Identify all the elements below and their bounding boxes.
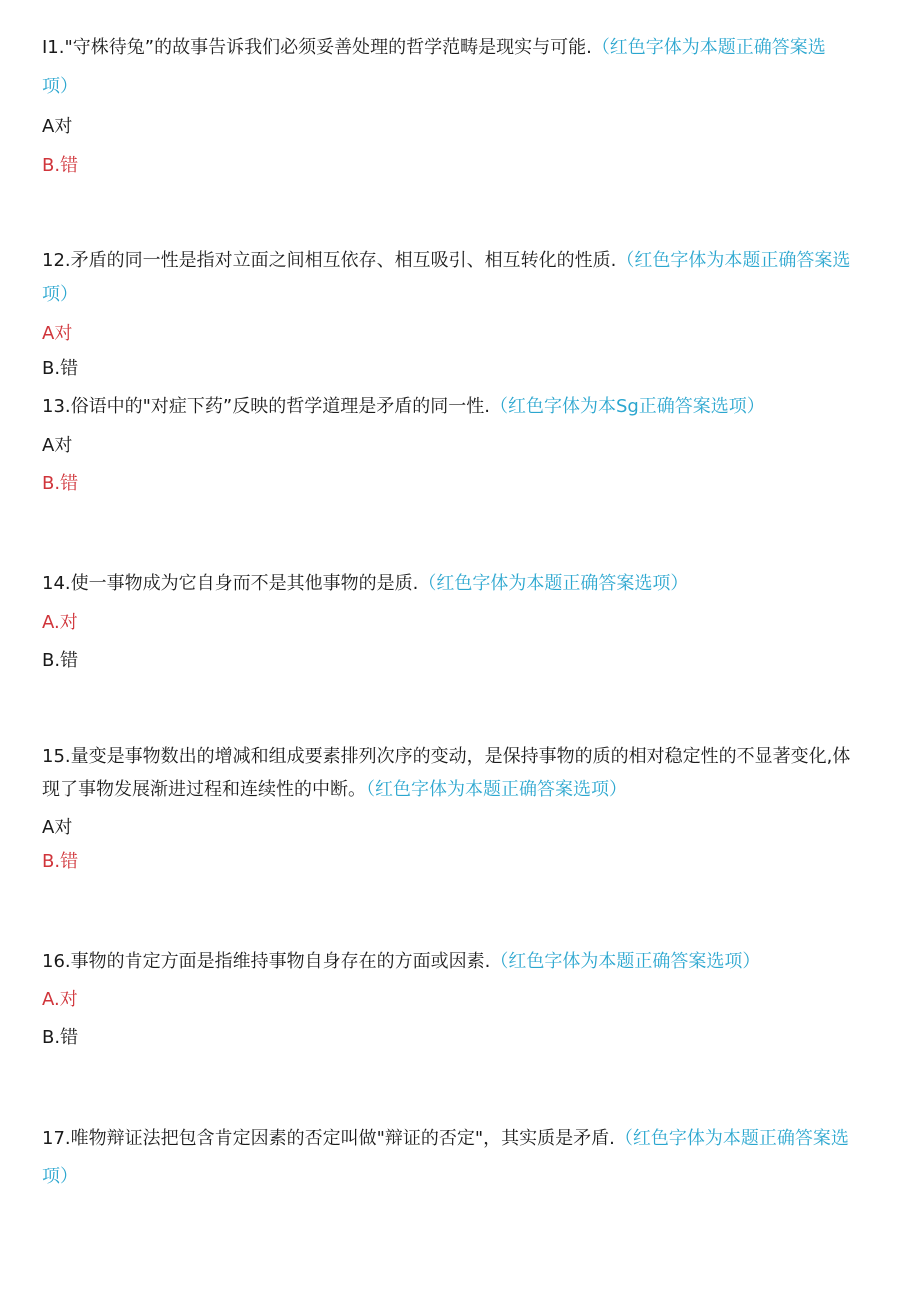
question-13-option-a: A对 (42, 435, 73, 456)
question-text: 15.量变是事物数出的增减和组成要素排列次序的变动，是保持事物的质的相对稳定性的不显著变化,体 (42, 746, 851, 767)
answer-note: 项） (42, 284, 78, 305)
answer-note: （红色字体为本题正确答案选 (616, 250, 851, 271)
question-11-option-b: B.错 (42, 155, 79, 176)
question-text: 16.事物的肯定方面是指维持事物自身存在的方面或因素. (42, 951, 491, 972)
question-13-stem (42, 395, 882, 419)
question-14-stem (42, 572, 882, 596)
question-11-stem-line-1 (42, 36, 882, 60)
question-12-option-b: B.错 (42, 358, 79, 379)
question-15-stem-line-1 (42, 745, 882, 769)
question-13-option-b: B.错 (42, 473, 79, 494)
answer-note: （红色字体为本题正确答案选项） (418, 573, 689, 594)
question-16-stem (42, 950, 882, 974)
answer-note: （红色字体为本Sg正确答案选项） (489, 396, 765, 417)
question-17-stem-line-1 (42, 1127, 882, 1151)
question-14-option-a: A.对 (42, 612, 78, 633)
answer-note: 项） (42, 1166, 78, 1187)
answer-note: （红色字体为本题正确答案选项） (366, 779, 627, 800)
question-text: 13.俗语中的"对症下药”反映的哲学道理是矛盾的同一性. (42, 396, 490, 417)
question-17-stem-line-2 (42, 1165, 882, 1189)
question-11-option-a: A对 (42, 116, 73, 137)
question-15-option-a: A对 (42, 817, 73, 838)
question-16-option-b: B.错 (42, 1027, 79, 1048)
question-11-stem-line-2 (42, 75, 882, 99)
question-14-option-b: B.错 (42, 650, 79, 671)
question-15-stem-line-2 (42, 778, 882, 802)
answer-note: 项） (42, 76, 78, 97)
question-text: 12.矛盾的同一性是指对立面之间相互依存、相互吸引、相互转化的性质. (42, 250, 617, 271)
question-16-option-a: A.对 (42, 989, 78, 1010)
question-text: 17.唯物辩证法把包含肯定因素的否定叫做"辩证的否定"，其实质是矛盾. (42, 1128, 615, 1149)
answer-note: （红色字体为本题正确答案选 (614, 1128, 849, 1149)
question-text: I1."守株待兔”的故事告诉我们必须妥善处理的哲学范畴是现实与可能. (42, 37, 592, 58)
question-12-stem-line-1 (42, 249, 882, 273)
answer-note: （红色字体为本题正确答案选项） (490, 951, 761, 972)
question-text: 14.使一事物成为它自身而不是其他事物的是质. (42, 573, 419, 594)
question-12-option-a: A对 (42, 323, 73, 344)
question-15-option-b: B.错 (42, 851, 79, 872)
question-text: 现了事物发展渐进过程和连续性的中断。 (42, 779, 366, 800)
question-12-stem-line-2 (42, 283, 882, 307)
answer-note: （红色字体为本题正确答案选 (591, 37, 826, 58)
